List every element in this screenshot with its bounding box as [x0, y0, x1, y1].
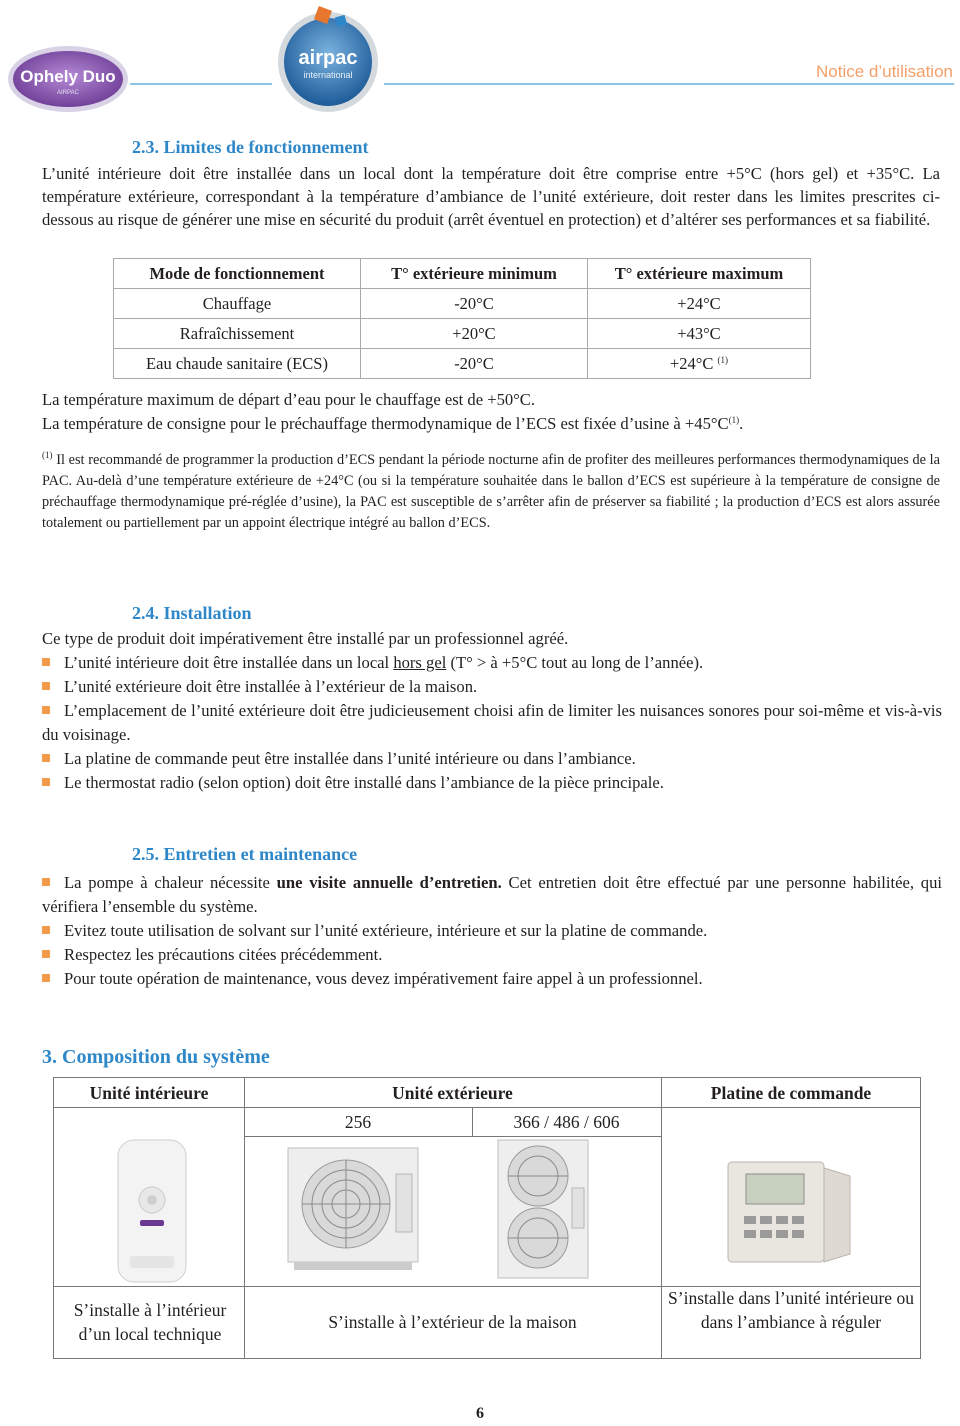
table-row: [114, 349, 811, 379]
indoor-unit-description: S’installe à l’intérieur d’un local technique: [73, 1300, 227, 1344]
table-cell: +24°C: [588, 289, 811, 319]
control-panel-description: S’installe dans l’unité intérieure ou dans l’ambiance à réguler: [668, 1288, 914, 1332]
list-item-text: La platine de commande peut être installée dans l’unité intérieure ou dans l’ambiance.: [64, 749, 636, 768]
list-item-text: L’emplacement de l’unité extérieure doit être judicieusement choisi afin de limiter les nuisances sonores pour soi-même et vis-à-vis du voisinage.: [42, 701, 942, 744]
table-cell: +20°C: [361, 319, 588, 349]
footnote-ref: (1): [717, 354, 729, 365]
max-water-temp-line: La température maximum de départ d’eau pour le chauffage est de +50°C.: [42, 390, 536, 409]
section-2-5-title: 2.5. Entretien et maintenance: [132, 844, 358, 864]
table-cell: Eau chaude sanitaire (ECS): [114, 349, 361, 379]
bullet-icon: [42, 950, 50, 958]
svg-text:international: international: [303, 70, 353, 80]
list-item: [42, 699, 942, 747]
list-item: [42, 771, 942, 795]
column-header-outdoor-unit: Unité extérieure: [392, 1083, 513, 1103]
footnote-text: Il est recommandé de programmer la production d’ECS pendant la période nocturne afin de profiter des meilleures performances thermodynamiques de la PAC. Au-delà d’une température extérieure de +24°C (ou si la température souhaitée dans le ballon d’ECS est supérieure à la température de consigne de préchauffage thermodynamique pré-réglée d’usine), la PAC est susceptible de s’arrêter afin de préserver sa fiabilité ; la production d’ECS est alors assurée totalement ou partiellement par un appoint électrique intégré au ballon d’ECS.: [42, 452, 940, 531]
list-item: [42, 747, 942, 771]
document-type-title: Notice d’utilisation: [815, 62, 953, 81]
bullet-icon: [42, 682, 50, 690]
table-row: [114, 319, 811, 349]
composition-table: [53, 1077, 921, 1359]
table-cell-value: +24°C: [669, 353, 714, 373]
list-item-text: Pour toute opération de maintenance, vous devez impérativement faire appel à un professionnel.: [64, 969, 703, 988]
footnote-mark: (1): [42, 450, 53, 460]
section-3-title: 3. Composition du système: [42, 1046, 270, 1068]
ophely-duo-logo: [6, 44, 130, 114]
table-header-cell: T° extérieure maximum: [588, 259, 811, 289]
svg-text:AIRPAC: AIRPAC: [57, 90, 79, 96]
setpoint-end: .: [739, 414, 744, 433]
footnote: [42, 450, 940, 534]
column-header-indoor-unit: Unité intérieure: [89, 1083, 209, 1103]
bullet-icon: [42, 878, 50, 886]
table-cell: -20°C: [361, 349, 588, 379]
list-item: [42, 675, 942, 699]
header-rule-left: [130, 83, 272, 85]
table-cell: +43°C: [588, 319, 811, 349]
svg-text:Ophely Duo: Ophely Duo: [20, 67, 116, 86]
list-item-bold: une visite annuelle d’entretien.: [276, 873, 502, 892]
table-row: [114, 289, 811, 319]
table-cell: [588, 349, 811, 379]
bullet-icon: [42, 658, 50, 666]
section-2-4-intro: Ce type de produit doit impérativement être installé par un professionnel agréé.: [42, 629, 569, 648]
bullet-icon: [42, 754, 50, 762]
table-header-row: [114, 259, 811, 289]
operating-limits-table: [113, 258, 811, 379]
list-item-text: (T° > à +5°C tout au long de l’année).: [446, 653, 704, 672]
setpoint-text: La température de consigne pour le préchauffage thermodynamique de l’ECS est fixée d’usine à +45°C: [42, 414, 729, 433]
list-item-text: L’unité extérieure doit être installée à l’extérieur de la maison.: [64, 677, 478, 696]
table-divider: [244, 1136, 661, 1137]
control-panel-image: [726, 1158, 856, 1268]
table-cell: Rafraîchissement: [114, 319, 361, 349]
list-item-underlined: hors gel: [393, 653, 447, 672]
list-item: [42, 943, 942, 967]
footnote-ref: (1): [728, 415, 740, 425]
table-header-cell: Mode de fonctionnement: [114, 259, 361, 289]
bullet-icon: [42, 706, 50, 714]
list-item-text: La pompe à chaleur nécessite: [64, 873, 277, 892]
table-cell: -20°C: [361, 289, 588, 319]
section-2-3-title: 2.3. Limites de fonctionnement: [132, 137, 369, 157]
header-rule-right: [384, 83, 954, 85]
table-divider: [54, 1107, 920, 1108]
list-item-text: Respectez les précautions citées précédemment.: [64, 945, 383, 964]
table-header-cell: T° extérieure minimum: [361, 259, 588, 289]
bullet-icon: [42, 778, 50, 786]
bullet-icon: [42, 974, 50, 982]
indoor-unit-image: [116, 1138, 188, 1284]
outdoor-unit-large-image: [494, 1138, 594, 1284]
list-item-text: Evitez toute utilisation de solvant sur l’unité extérieure, intérieure et sur la platine de commande.: [64, 921, 708, 940]
outdoor-unit-256-image: [284, 1144, 424, 1274]
setpoint-line: [42, 412, 940, 435]
list-item: [42, 651, 942, 675]
list-item-text: L’unité intérieure doit être installée dans un local: [64, 653, 394, 672]
column-header-control-panel: Platine de commande: [710, 1083, 872, 1103]
airpac-logo: [272, 2, 384, 114]
section-2-3-intro: L’unité intérieure doit être installée dans un local dont la température doit être comprise entre +5°C (hors gel) et +35°C. La température extérieure, correspondant à la température d’ambiance de l’unité extérieure, doit rester dans les limites prescrites ci-dessous au risque de générer une mise en sécurité du produit (arrêt éventuel en protection) et d’altérer ses performances et sa fiabilité.: [42, 164, 940, 229]
bullet-icon: [42, 926, 50, 934]
section-2-4-title: 2.4. Installation: [132, 603, 252, 623]
model-366-486-606: 366 / 486 / 606: [513, 1112, 620, 1132]
list-item: [42, 967, 942, 991]
list-item-text: Cet entretien doit être effectué par une personne habilitée, qui vérifiera l’ensemble du système.: [42, 873, 942, 916]
outdoor-unit-description: S’installe à l’extérieur de la maison: [328, 1312, 577, 1332]
installation-list: [42, 651, 942, 795]
table-cell: Chauffage: [114, 289, 361, 319]
maintenance-list: [42, 871, 942, 991]
list-item: [42, 871, 942, 919]
page-number: 6: [476, 1405, 484, 1422]
model-256: 256: [344, 1112, 372, 1132]
table-divider: [661, 1078, 662, 1358]
list-item-text: Le thermostat radio (selon option) doit être installé dans l’ambiance de la pièce principale.: [64, 773, 664, 792]
svg-text:airpac: airpac: [298, 47, 358, 69]
list-item: [42, 919, 942, 943]
